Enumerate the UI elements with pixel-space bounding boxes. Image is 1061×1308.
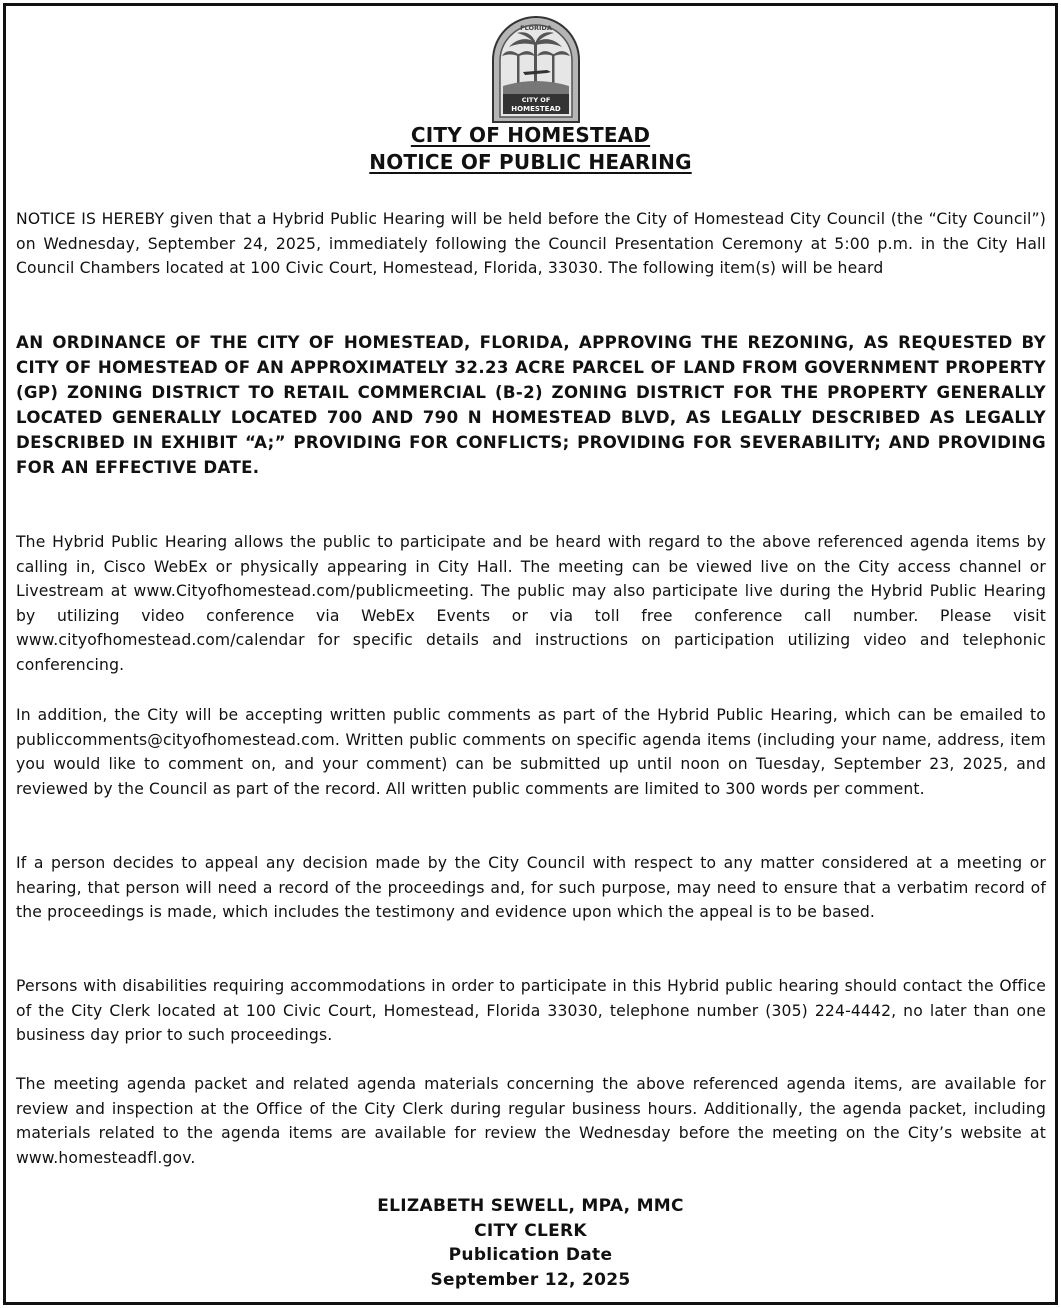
notice-title-city: CITY OF HOMESTEAD — [410, 123, 651, 147]
city-seal-logo — [489, 14, 583, 124]
clerk-title: CITY CLERK — [474, 1220, 587, 1241]
intro-paragraph: NOTICE IS HEREBY given that a Hybrid Public Hearing will be held before the City of Homestead City Council (the “City Council”) on Wednesday, September 24, 2025, immediately following the Council Presentation Ceremony at 5:00 p.m. in the City Hall Council Chambers located at 100 Civic Court, Homestead, Florida, 33030. The following item(s) will be heard — [16, 210, 1046, 278]
ordinance-title: AN ORDINANCE OF THE CITY OF HOMESTEAD, FLORIDA, APPROVING THE REZONING, AS REQUESTED BY CITY OF HOMESTEAD OF AN APPROXIMATELY 32.23 ACRE PARCEL OF LAND FROM GOVERNMENT PROPERTY (GP) ZONING DISTRICT TO RETAIL COMMERCIAL (B-2) ZONING DISTRICT FOR THE PROPERTY GENERALLY LOCATED GENERALLY LOCATED 700 AND 790 N HOMESTEAD BLVD, AS LEGALLY DESCRIBED AS LEGALLY DESCRIBED IN EXHIBIT “A;” PROVIDING FOR CONFLICTS; PROVIDING FOR SEVERABILITY; AND PROVIDING FOR AN EFFECTIVE DATE. — [16, 333, 1046, 477]
city-seal-icon — [489, 14, 583, 124]
seal-text-bottom: HOMESTEAD — [511, 105, 561, 113]
signature-block — [6, 1194, 1055, 1292]
appeal-paragraph: If a person decides to appeal any decision made by the City Council with respect to any matter considered at a meeting or hearing, that person will need a record of the proceedings and, for such purpose, may need to ensure that a verbatim record of the proceedings is made, which includes the testimony and evidence upon which the appeal is to be based. — [16, 854, 1046, 922]
clerk-name: ELIZABETH SEWELL, MPA, MMC — [377, 1196, 684, 1216]
written-comments-paragraph: In addition, the City will be accepting written public comments as part of the Hybrid Public Hearing, which can be emailed to publiccomments@cityofhomestead.com. Written public comments on specific agenda items (including your name, address, item you would like to comment on, and your comment) can be submitted up until noon on Tuesday, September 23, 2025, and reviewed by the Council as part of the record. All written public comments are limited to 300 words per comment. — [16, 706, 1046, 798]
agenda-materials-paragraph: The meeting agenda packet and related agenda materials concerning the above referenced agenda items, are available for review and inspection at the Office of the City Clerk during regular business hours. Additionally, the agenda packet, including materials related to the agenda items are available for review the Wednesday before the meeting on the City’s website at www.homesteadfl.gov. — [16, 1075, 1046, 1167]
seal-arc-text: FLORIDA — [520, 24, 552, 32]
hybrid-hearing-paragraph: The Hybrid Public Hearing allows the public to participate and be heard with regard to the above referenced agenda items by calling in, Cisco WebEx or physically appearing in City Hall. The meeting can be viewed live on the City access channel or Livestream at www.Cityofhomestead.com/publicmeeting. The public may also participate live during the Hybrid Public Hearing by utilizing video conference via WebEx Events or via toll free conference call number. Please visit www.cityofhomestead.com/calendar for specific details and instructions on participation utilizing video and telephonic conferencing. — [16, 533, 1046, 674]
disabilities-paragraph: Persons with disabilities requiring accommodations in order to participate in this Hybrid public hearing should contact the Office of the City Clerk located at 100 Civic Court, Homestead, Florida 33030, telephone number (305) 224-4442, no later than one business day prior to such proceedings. — [16, 977, 1046, 1045]
notice-title-hearing: NOTICE OF PUBLIC HEARING — [369, 150, 692, 174]
notice-frame — [3, 3, 1058, 1305]
publication-label: Publication Date — [448, 1245, 613, 1266]
publication-date: September 12, 2025 — [430, 1269, 631, 1290]
seal-text-top: CITY OF — [521, 96, 551, 104]
